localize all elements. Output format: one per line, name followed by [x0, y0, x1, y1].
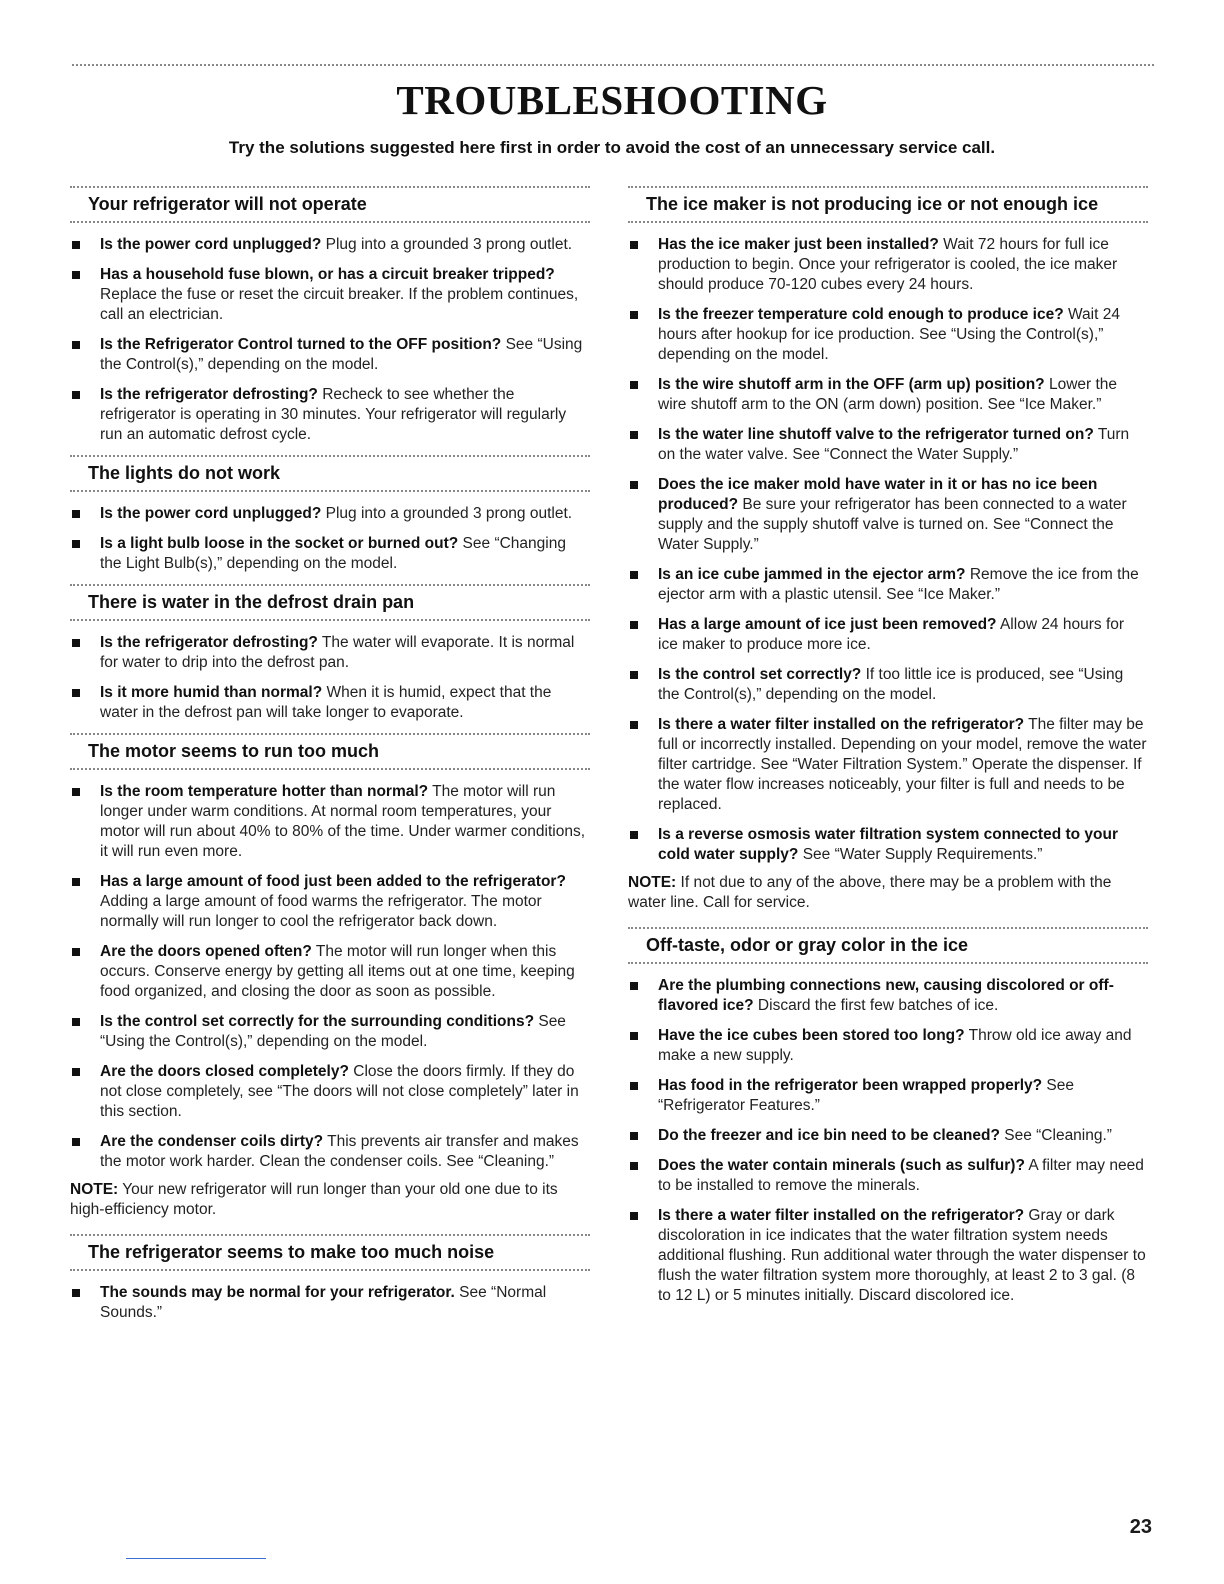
answer-text: Allow 24 hours for ice maker to produce more ice. [658, 616, 1125, 653]
answer-text: Plug into a grounded 3 prong outlet. [321, 505, 573, 522]
answer-text: Replace the fuse or reset the circuit breaker. If the problem continues, call an electrician. [100, 286, 579, 323]
answer-text: Adding a large amount of food warms the refrigerator. The motor normally will run longer to cool the refrigerator back down. [100, 893, 542, 930]
square-bullet-icon [630, 1032, 638, 1040]
question-text: Is the wire shutoff arm in the OFF (arm up) position? [658, 376, 1045, 393]
answer-text: A filter may need to be installed to remove the minerals. [658, 1157, 1144, 1194]
troubleshooting-section [70, 733, 590, 1220]
section-title: There is water in the defrost drain pan [88, 592, 415, 612]
square-bullet-icon [630, 1132, 638, 1140]
item-list [70, 504, 590, 574]
list-item [628, 375, 1148, 415]
question-text: Is the power cord unplugged? [100, 236, 322, 253]
section-title: The ice maker is not producing ice or not enough ice [646, 194, 1099, 214]
question-text: Has food in the refrigerator been wrapped properly? [658, 1077, 1043, 1094]
item-list [70, 1283, 590, 1323]
troubleshooting-section [70, 455, 590, 574]
square-bullet-icon [630, 1212, 638, 1220]
question-text: Has a large amount of ice just been removed? [658, 616, 997, 633]
right-column [628, 186, 1148, 1316]
item-list [628, 976, 1148, 1306]
answer-text: Plug into a grounded 3 prong outlet. [321, 236, 573, 253]
question-text: Are the plumbing connections new, causing discolored or off-flavored ice? [658, 977, 1114, 1014]
answer-text: The motor will run longer when this occurs. Conserve energy by getting all items out at one time, keeping food organized, and closing the door as soon as possible. [100, 943, 575, 1000]
item-list [70, 235, 590, 445]
answer-text: Wait 72 hours for full ice production to begin. Once your refrigerator is cooled, the ice maker should produce 70-120 cubes every 24 hours. [658, 236, 1118, 293]
section-title: The lights do not work [88, 463, 280, 483]
list-item [628, 235, 1148, 295]
note-paragraph [70, 1180, 590, 1220]
square-bullet-icon [72, 878, 80, 886]
question-text: Has a large amount of food just been added to the refrigerator? [100, 873, 566, 890]
square-bullet-icon [630, 831, 638, 839]
square-bullet-icon [630, 671, 638, 679]
note-paragraph [628, 873, 1148, 913]
answer-text: Recheck to see whether the refrigerator is operating in 30 minutes. Your refrigerator will regularly run an automatic defrost cycle. [100, 386, 567, 443]
answer-text: This prevents air transfer and makes the motor work harder. Clean the condenser coils. See “Cleaning.” [100, 1133, 579, 1170]
question-text: Is the refrigerator defrosting? [100, 386, 318, 403]
answer-text: See “Changing the Light Bulb(s),” depending on the model. [100, 535, 566, 572]
question-text: Has the ice maker just been installed? [658, 236, 939, 253]
answer-text: See “Using the Control(s),” depending on the model. [100, 336, 583, 373]
item-list [70, 633, 590, 723]
page-title: TROUBLESHOOTING [396, 77, 828, 123]
list-item [70, 534, 590, 574]
square-bullet-icon [630, 1082, 638, 1090]
square-bullet-icon [72, 271, 80, 279]
list-item [70, 235, 590, 255]
troubleshooting-section [70, 584, 590, 723]
answer-text: Gray or dark discoloration in ice indicates that the water filtration system needs additional flushing. Run additional water through the water dispenser to flush the water filtration system more thoroughly, at least 2 to 3 gal. (8 to 12 L) or 5 minutes initially. Discard discolored ice. [658, 1207, 1146, 1304]
question-text: Are the doors opened often? [100, 943, 312, 960]
square-bullet-icon [72, 540, 80, 548]
answer-text: See “Water Supply Requirements.” [798, 846, 1043, 863]
list-item [628, 475, 1148, 555]
question-text: Has a household fuse blown, or has a circuit breaker tripped? [100, 266, 555, 283]
answer-text: See “Using the Control(s),” depending on the model. [100, 1013, 566, 1050]
footer-link-line [126, 1558, 266, 1559]
list-item [628, 1156, 1148, 1196]
troubleshooting-section [628, 186, 1148, 913]
section-title: The motor seems to run too much [88, 741, 380, 761]
question-text: Is a light bulb loose in the socket or burned out? [100, 535, 459, 552]
question-text: Is an ice cube jammed in the ejector arm? [658, 566, 966, 583]
note-text: If not due to any of the above, there may be a problem with the water line. Call for service. [628, 874, 1112, 911]
question-text: Do the freezer and ice bin need to be cleaned? [658, 1127, 1000, 1144]
page-subtitle: Try the solutions suggested here first in order to avoid the cost of an unnecessary service call. [228, 138, 996, 157]
square-bullet-icon [630, 571, 638, 579]
page-number: 23 [1129, 1516, 1152, 1538]
list-item [628, 825, 1148, 865]
question-text: Is the Refrigerator Control turned to the OFF position? [100, 336, 502, 353]
square-bullet-icon [630, 982, 638, 990]
list-item [628, 565, 1148, 605]
square-bullet-icon [630, 431, 638, 439]
section-header [628, 927, 1148, 964]
question-text: Is the control set correctly for the surrounding conditions? [100, 1013, 535, 1030]
question-text: Is the control set correctly? [658, 666, 862, 683]
square-bullet-icon [72, 689, 80, 697]
answer-text: See “Cleaning.” [999, 1127, 1112, 1144]
troubleshooting-section [70, 186, 590, 445]
question-text: Is the freezer temperature cold enough to produce ice? [658, 306, 1064, 323]
question-text: Is there a water filter installed on the refrigerator? [658, 1207, 1025, 1224]
section-header [70, 186, 590, 223]
list-item [70, 504, 590, 524]
list-item [628, 1026, 1148, 1066]
list-item [70, 385, 590, 445]
list-item [70, 872, 590, 932]
section-title: Off-taste, odor or gray color in the ice [646, 935, 969, 955]
answer-text: See “Refrigerator Features.” [658, 1077, 1075, 1114]
list-item [70, 335, 590, 375]
section-header [70, 584, 590, 621]
square-bullet-icon [630, 481, 638, 489]
square-bullet-icon [630, 621, 638, 629]
list-item [628, 425, 1148, 465]
square-bullet-icon [72, 948, 80, 956]
question-text: Does the water contain minerals (such as sulfur)? [658, 1157, 1025, 1174]
list-item [628, 715, 1148, 815]
note-label: NOTE: [70, 1181, 119, 1198]
left-column [70, 186, 590, 1333]
question-text: Is the refrigerator defrosting? [100, 634, 318, 651]
question-text: Are the condenser coils dirty? [100, 1133, 324, 1150]
question-text: Is the water line shutoff valve to the refrigerator turned on? [658, 426, 1094, 443]
list-item [70, 1132, 590, 1172]
answer-text: When it is humid, expect that the water in the defrost pan will take longer to evaporate. [100, 684, 552, 721]
note-text: Your new refrigerator will run longer than your old one due to its high-efficiency motor. [70, 1181, 558, 1218]
answer-text: Wait 24 hours after hookup for ice production. See “Using the Control(s),” depending on the model. [658, 306, 1120, 363]
item-list [70, 782, 590, 1172]
section-title: The refrigerator seems to make too much noise [88, 1242, 495, 1262]
square-bullet-icon [630, 381, 638, 389]
question-text: Is a reverse osmosis water filtration system connected to your cold water supply? [658, 826, 1118, 863]
top-divider [72, 64, 1154, 66]
list-item [70, 1012, 590, 1052]
square-bullet-icon [72, 510, 80, 518]
list-item [628, 1126, 1148, 1146]
square-bullet-icon [630, 1162, 638, 1170]
answer-text: If too little ice is produced, see “Using the Control(s),” depending on the model. [658, 666, 1124, 703]
question-text: Are the doors closed completely? [100, 1063, 349, 1080]
answer-text: The water will evaporate. It is normal for water to drip into the defrost pan. [100, 634, 575, 671]
list-item [70, 942, 590, 1002]
question-text: Is the room temperature hotter than normal? [100, 783, 429, 800]
list-item [70, 1283, 590, 1323]
item-list [628, 235, 1148, 865]
list-item [628, 1206, 1148, 1306]
answer-text: Be sure your refrigerator has been connected to a water supply and the supply shutoff valve is turned on. See “Connect the Water Supply.” [658, 496, 1127, 553]
question-text: Does the ice maker mold have water in it or has no ice been produced? [658, 476, 1098, 513]
question-text: Have the ice cubes been stored too long? [658, 1027, 965, 1044]
answer-text: Discard the first few batches of ice. [753, 997, 999, 1014]
list-item [70, 1062, 590, 1122]
troubleshooting-section [70, 1234, 590, 1323]
section-header [70, 733, 590, 770]
list-item [628, 976, 1148, 1016]
list-item [628, 1076, 1148, 1116]
note-label: NOTE: [628, 874, 677, 891]
list-item [628, 615, 1148, 655]
answer-text: See “Normal Sounds.” [100, 1284, 547, 1321]
answer-text: Lower the wire shutoff arm to the ON (arm down) position. See “Ice Maker.” [658, 376, 1118, 413]
section-title: Your refrigerator will not operate [88, 194, 367, 214]
list-item [628, 305, 1148, 365]
square-bullet-icon [72, 788, 80, 796]
list-item [70, 633, 590, 673]
square-bullet-icon [72, 341, 80, 349]
question-text: Is it more humid than normal? [100, 684, 323, 701]
list-item [70, 683, 590, 723]
question-text: Is there a water filter installed on the refrigerator? [658, 716, 1025, 733]
square-bullet-icon [72, 1138, 80, 1146]
list-item [70, 782, 590, 862]
square-bullet-icon [630, 721, 638, 729]
square-bullet-icon [630, 241, 638, 249]
troubleshooting-section [628, 927, 1148, 1306]
list-item [628, 665, 1148, 705]
square-bullet-icon [72, 639, 80, 647]
answer-text: Turn on the water valve. See “Connect the Water Supply.” [658, 426, 1130, 463]
answer-text: Remove the ice from the ejector arm with a plastic utensil. See “Ice Maker.” [658, 566, 1139, 603]
square-bullet-icon [72, 1289, 80, 1297]
answer-text: Close the doors firmly. If they do not close completely, see “The doors will not close completely” later in this section. [100, 1063, 579, 1120]
answer-text: Throw old ice away and make a new supply. [658, 1027, 1132, 1064]
section-header [70, 1234, 590, 1271]
answer-text: The motor will run longer under warm conditions. At normal room temperatures, your motor will run about 40% to 80% of the time. Under warmer conditions, it will run even more. [100, 783, 586, 860]
question-text: The sounds may be normal for your refrigerator. [100, 1284, 455, 1301]
square-bullet-icon [72, 1068, 80, 1076]
question-text: Is the power cord unplugged? [100, 505, 322, 522]
section-header [628, 186, 1148, 223]
square-bullet-icon [630, 311, 638, 319]
square-bullet-icon [72, 241, 80, 249]
list-item [70, 265, 590, 325]
section-header [70, 455, 590, 492]
square-bullet-icon [72, 1018, 80, 1026]
square-bullet-icon [72, 391, 80, 399]
answer-text: The filter may be full or incorrectly installed. Depending on your model, remove the water filter cartridge. See “Water Filtration System.” Operate the dispenser. If the water flow increases noticeably, your filter is full and needs to be replaced. [658, 716, 1147, 813]
